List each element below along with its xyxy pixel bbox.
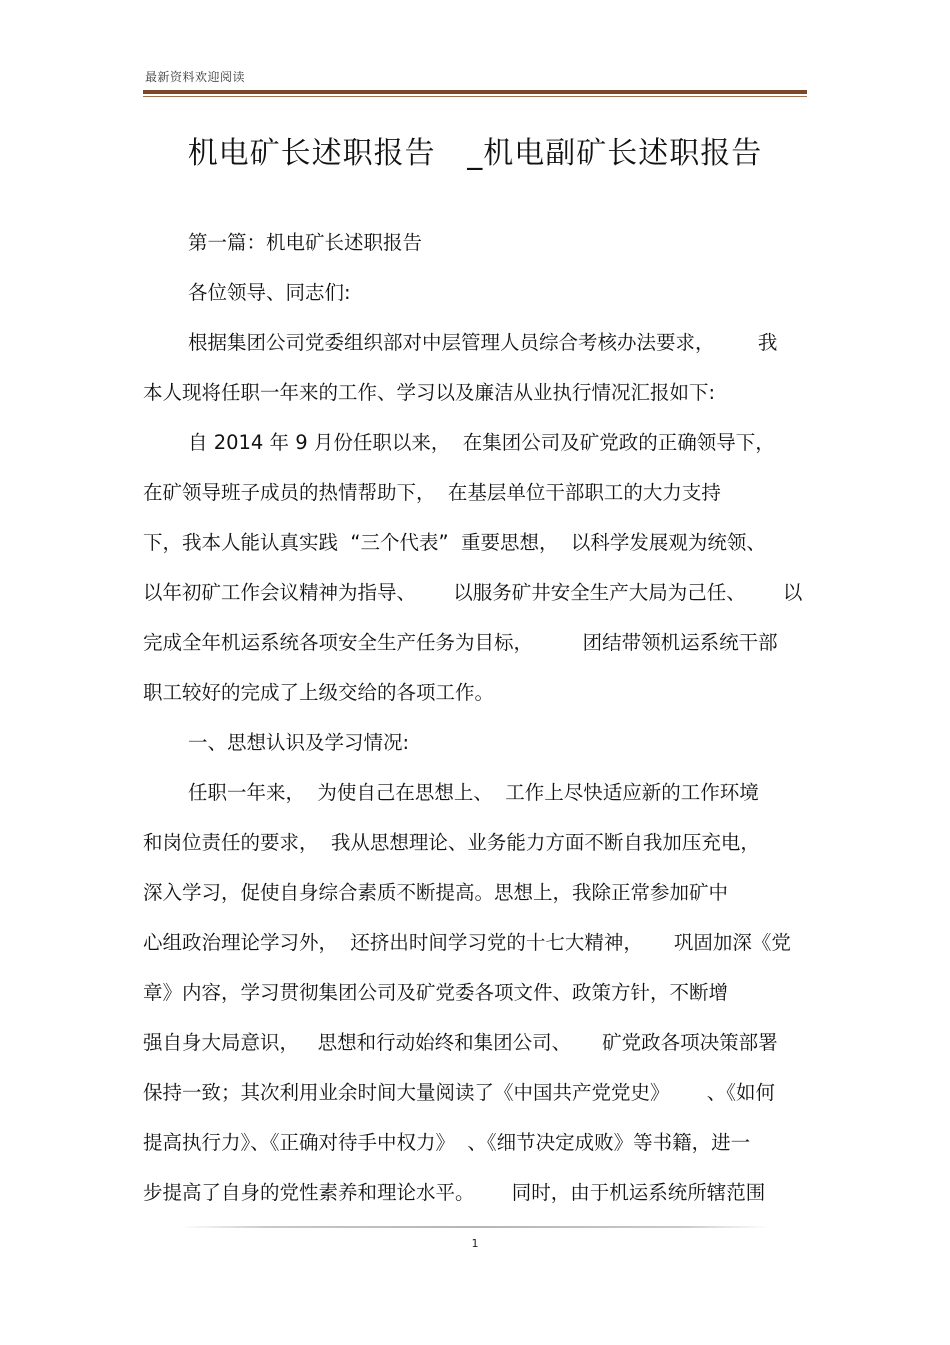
body-line: 步提高了自身的党性素养和理论水平。 同时，由于机运系统所辖范围: [143, 1181, 766, 1204]
body-line: 完成全年机运系统各项安全生产任务为目标， 团结带领机运系统干部: [143, 631, 778, 654]
header-text: 最新资料欢迎阅读: [145, 70, 246, 84]
section-heading: 一、思想认识及学习情况:: [188, 731, 410, 754]
body-line: 章》内容，学习贯彻集团公司及矿党委各项文件、政策方针，不断增: [143, 981, 729, 1004]
body-line: 下，我本人能认真实践 “三个代表” 重要思想， 以科学发展观为统领、: [143, 531, 766, 554]
header-rule-thick: [143, 90, 807, 94]
body-line: 保持一致；其次利用业余时间大量阅读了《中国共产党党史》 、《如何: [143, 1081, 775, 1104]
document-title: 机电矿长述职报告 _机电副矿长述职报告: [187, 136, 763, 171]
body-line: 各位领导、同志们:: [188, 281, 351, 304]
body-line: 心组政治理论学习外， 还挤出时间学习党的十七大精神， 巩固加深《党: [143, 931, 791, 954]
body-line: 职工较好的完成了上级交给的各项工作。: [143, 681, 495, 704]
body-line: 强自身大局意识， 思想和行动始终和集团公司、 矿党政各项决策部署: [143, 1031, 778, 1054]
footer-rule: [180, 1226, 770, 1228]
body-line: 根据集团公司党委组织部对中层管理人员综合考核办法要求， 我: [188, 331, 778, 354]
body-line: 第一篇：机电矿长述职报告: [188, 231, 423, 254]
body-line: 本人现将任职一年来的工作、学习以及廉洁从业执行情况汇报如下:: [143, 381, 716, 404]
body-line: 以年初矿工作会议精神为指导、 以服务矿井安全生产大局为己任、 以: [143, 581, 803, 604]
body-line: 任职一年来， 为使自己在思想上、 工作上尽快适应新的工作环境: [188, 781, 759, 804]
page-number: 1: [471, 1237, 479, 1250]
body-line: 自 2014 年 9 月份任职以来， 在集团公司及矿党政的正确领导下，: [188, 431, 775, 454]
body-line: 和岗位责任的要求， 我从思想理论、业务能力方面不断自我加压充电，: [143, 831, 760, 854]
body-line: 深入学习，促使自身综合素质不断提高。思想上，我除正常参加矿中: [143, 881, 729, 904]
body-line: 在矿领导班子成员的热情帮助下， 在基层单位干部职工的大力支持: [143, 481, 721, 504]
header-rule-thin: [143, 96, 807, 97]
body-line: 提高执行力》、《正确对待手中权力》 、《细节决定成败》等书籍，进一: [143, 1131, 751, 1154]
